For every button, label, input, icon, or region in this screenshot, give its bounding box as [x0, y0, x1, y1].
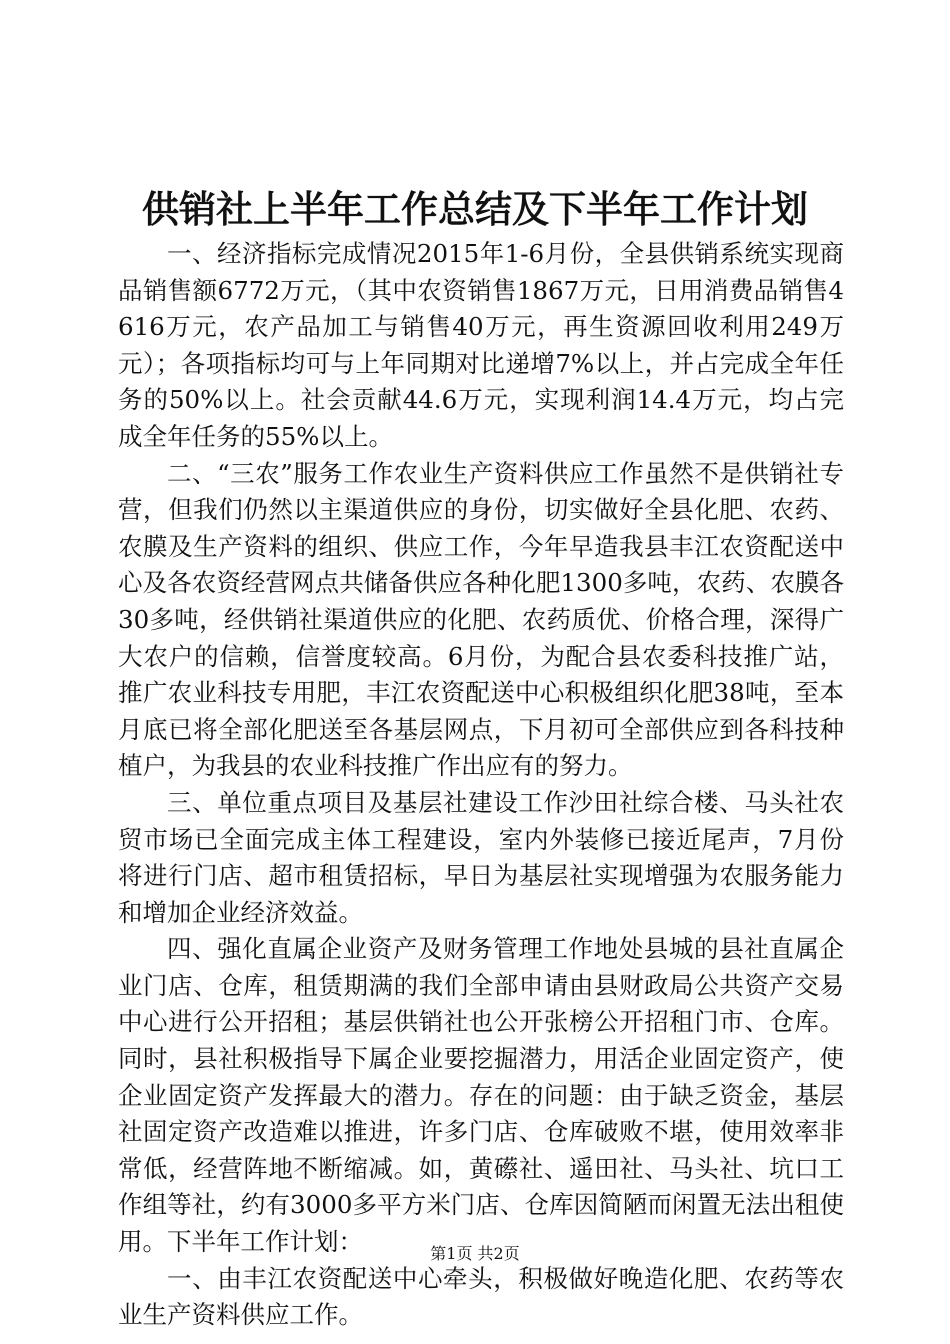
paragraph-sannong-service: 二、“三农”服务工作农业生产资料供应工作虽然不是供销社专营，但我们仍然以主渠道供应的身份，切实做好全县化肥、农药、农膜及生产资料的组织、供应工作，今年早造我县丰江农资配送中心及各农资经营网点共储备供应各种化肥1300多吨，农药、农膜各30多吨，经供销社渠道供应的化肥、农药质优、价格合理，深得广大农户的信赖，信誉度较高。6月份，为配合县农委科技推广站，推广农业科技专用肥，丰江农资配送中心积极组织化肥38吨，至本月底已将全部化肥送至各基层网点，下月初可全部供应到各科技种植户，为我县的农业科技推广作出应有的努力。	[118, 458, 844, 781]
document-title: 供销社上半年工作总结及下半年工作计划	[142, 187, 808, 231]
paragraph-plan-item-1: 一、由丰江农资配送中心牵头，积极做好晚造化肥、农药等农业生产资料供应工作。	[118, 1263, 844, 1330]
paragraph-asset-management: 四、强化直属企业资产及财务管理工作地处县城的县社直属企业门店、仓库，租赁期满的我们全部申请由县财政局公共资产交易中心进行公开招租；基层供销社也公开张榜公开招租门市、仓库。同时，县社积极指导下属企业要挖掘潜力，用活企业固定资产，使企业固定资产发挥最大的潜力。存在的问题：由于缺乏资金，基层社固定资产改造难以推进，许多门店、仓库破败不堪，使用效率非常低，经营阵地不断缩减。如，黄礤社、遥田社、马头社、坑口工作组等社，约有3000多平方米门店、仓库因简陋而闲置无法出租使用。下半年工作计划：	[118, 934, 844, 1257]
document-body	[118, 236, 844, 1334]
paragraph-economic-indicators: 一、经济指标完成情况2015年1-6月份，全县供销系统实现商品销售额6772万元，（其中农资销售1867万元，日用消费品销售4616万元，农产品加工与销售40万元，再生资源回收利用249万元）；各项指标均可与上年同期对比递增7%以上，并占完成全年任务的50%以上。社会贡献44.6万元，实现利润14.4万元，均占完成全年任务的55%以上。	[118, 239, 844, 451]
paragraph-key-projects: 三、单位重点项目及基层社建设工作沙田社综合楼、马头社农贸市场已全面完成主体工程建设，室内外装修已接近尾声，7月份将进行门店、超市租赁招标，早日为基层社实现增强为农服务能力和增加企业经济效益。	[118, 787, 844, 927]
page-number-footer: 第1页 共2页	[430, 1244, 520, 1263]
